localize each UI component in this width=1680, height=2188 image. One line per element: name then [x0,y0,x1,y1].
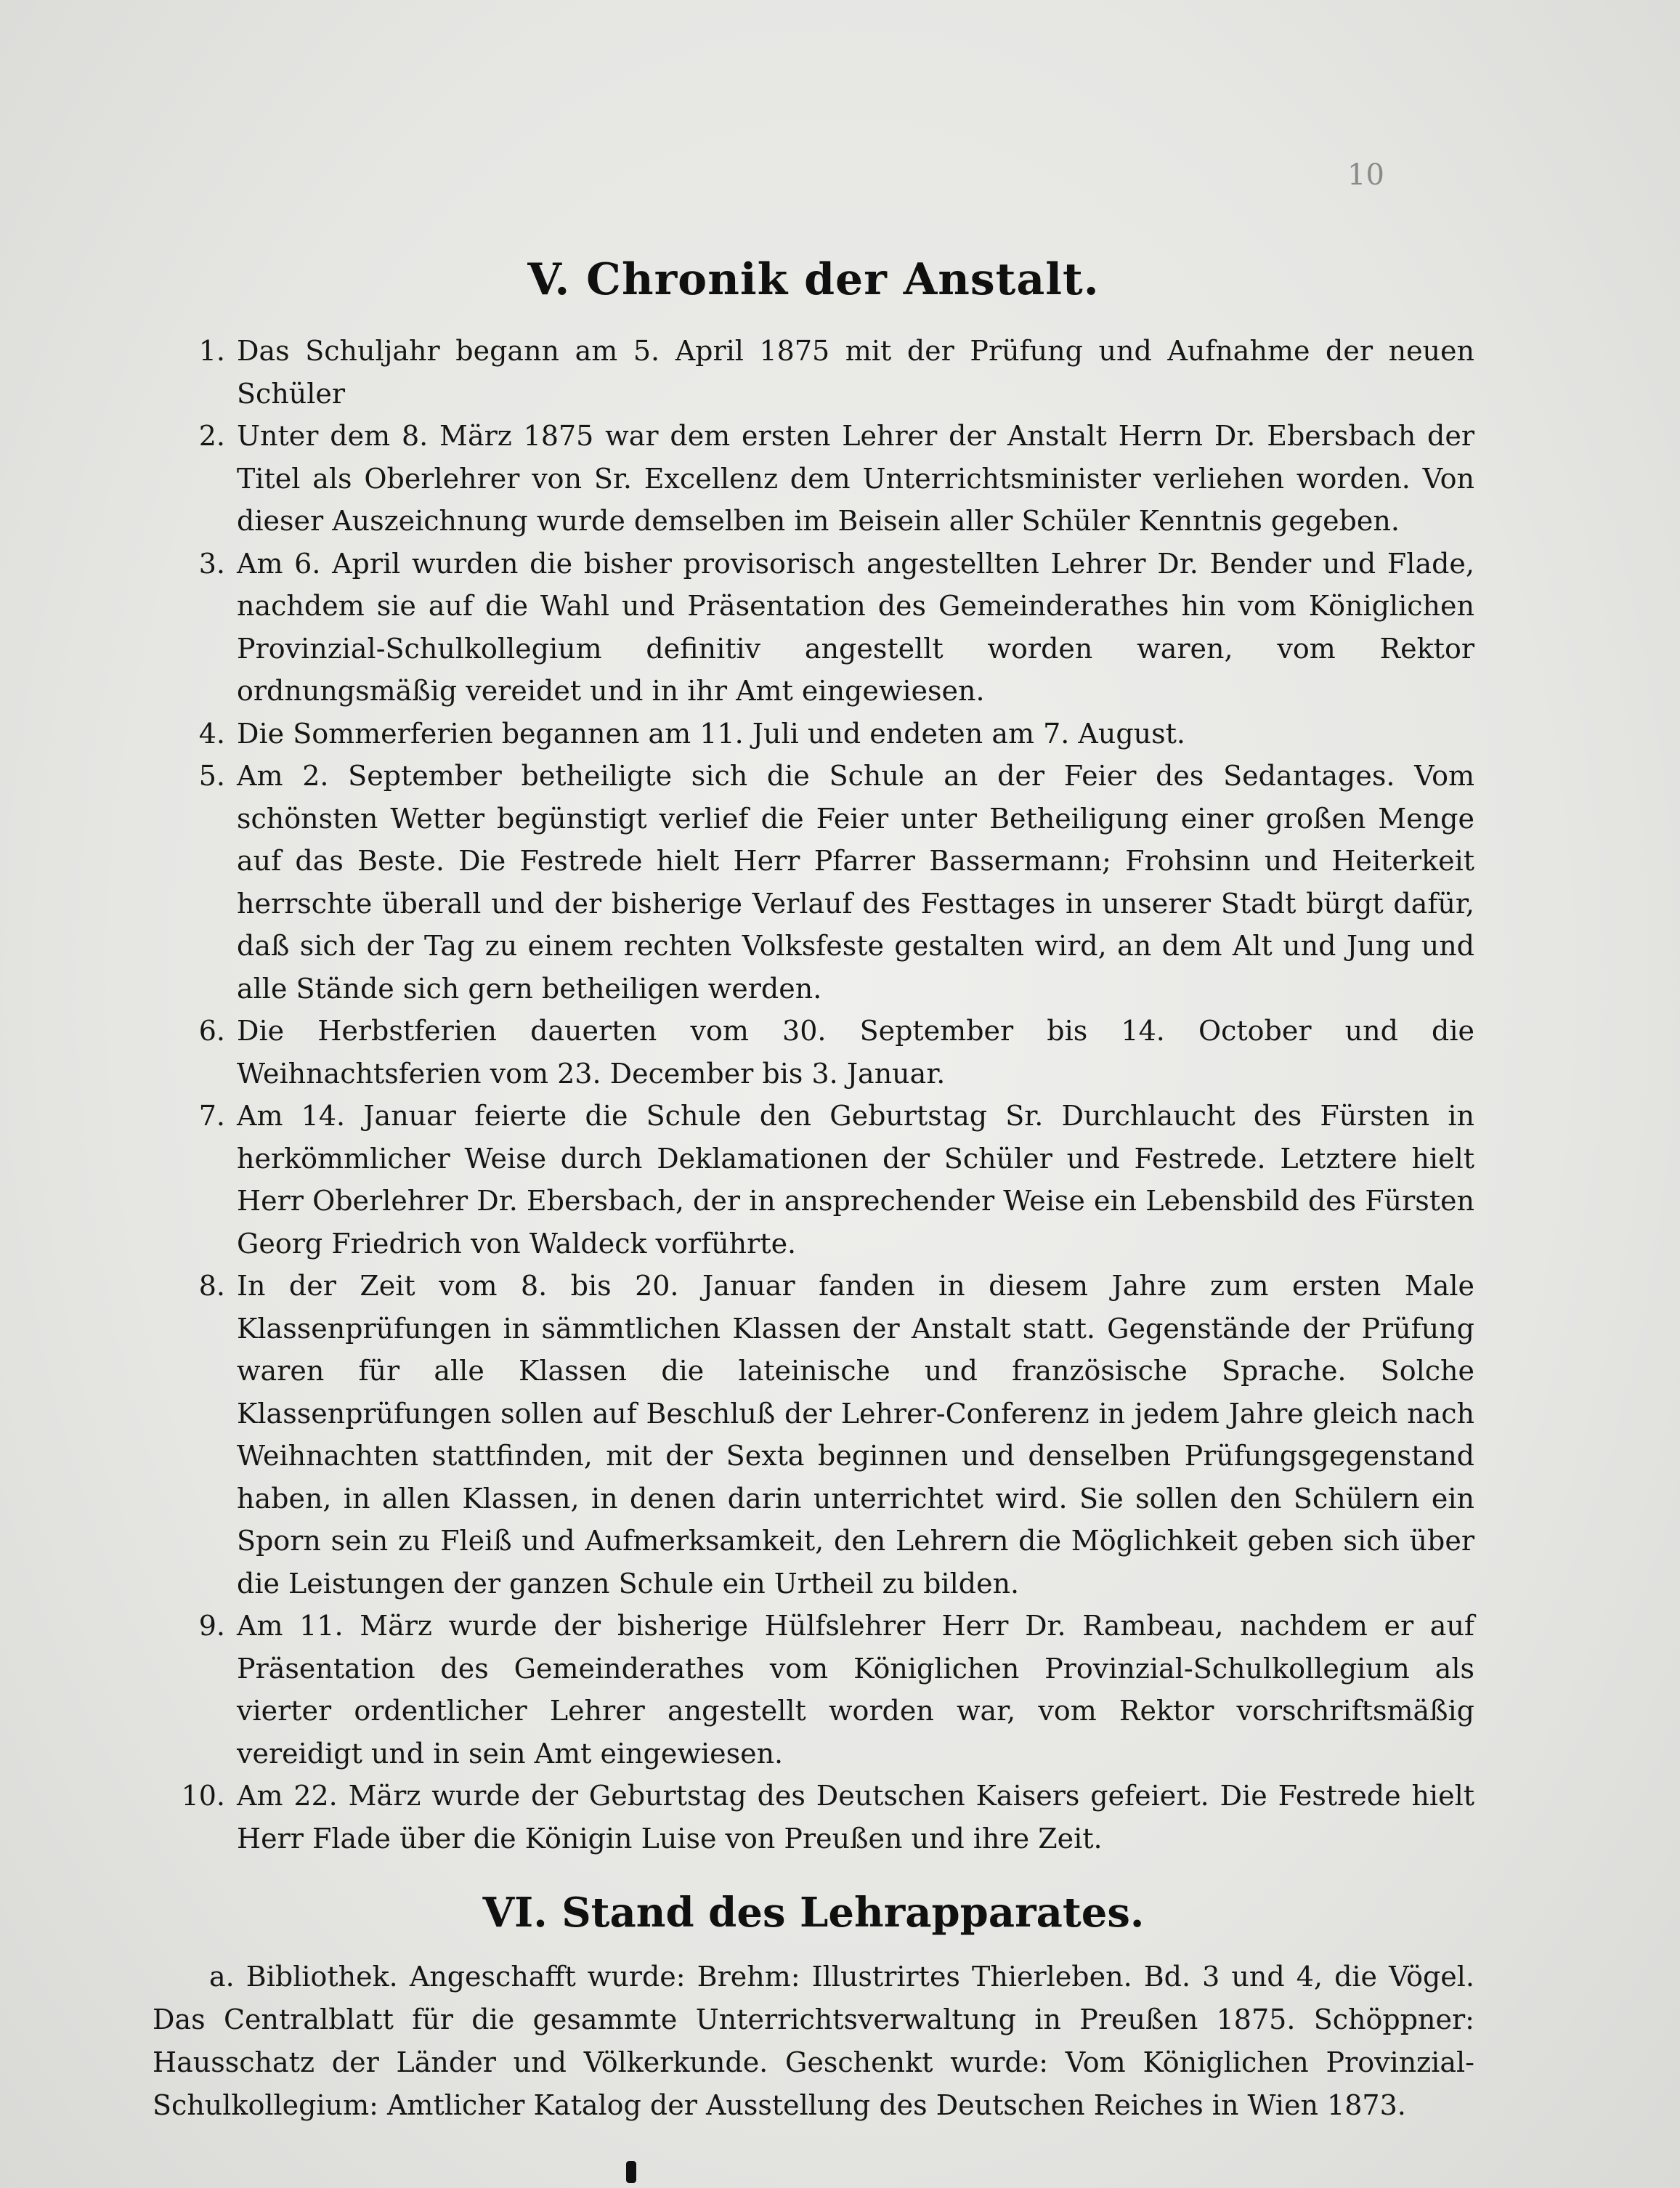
item-text: Unter dem 8. März 1875 war dem ersten Lehrer der Anstalt Herrn Dr. Ebersbach der Titel als Oberlehrer von Sr. Excellenz dem Unterrichtsminister verliehen worden. Von dieser Auszeichnung wurde demselben im Beisein aller Schüler Kenntnis gegeben. [237,420,1474,537]
list-item [153,1010,1474,1095]
chronik-list [153,330,1474,1860]
list-item [153,1605,1474,1775]
item-number: 3. [198,547,225,580]
item-text: In der Zeit vom 8. bis 20. Januar fanden in diesem Jahre zum ersten Male Klassenprüfungen in sämmtlichen Klassen der Anstalt statt. Gegenstände der Prüfung waren für alle Klassen die lateinische und französische Sprache. Solche Klassenprüfungen sollen auf Beschluß der Lehrer-Conferenz in jedem Jahre gleich nach Weihnachten stattfinden, mit der Sexta beginnen und denselben Prüfungsgegenstand haben, in allen Klassen, in denen darin unterrichtet wird. Sie sollen den Schülern ein Sporn sein zu Fleiß und Aufmerksamkeit, den Lehrern die Möglichkeit geben sich über die Leistungen der ganzen Schule ein Urtheil zu bilden. [237,1270,1474,1600]
item-number: 6. [198,1015,225,1047]
item-text: Die Sommerferien begannen am 11. Juli und endeten am 7. August. [237,717,1185,750]
item-number: 1. [198,335,225,367]
item-text: Die Herbstferien dauerten vom 30. September bis 14. October und die Weihnachtsferien vom 23. December bis 3. Januar. [237,1015,1474,1090]
item-number: 10. [181,1780,225,1812]
page-content [153,254,1474,2127]
item-text: Am 22. März wurde der Geburtstag des Deutschen Kaisers gefeiert. Die Festrede hielt Herr Flade über die Königin Luise von Preußen und ihre Zeit. [237,1780,1474,1855]
item-text: Am 14. Januar feierte die Schule den Geburtstag Sr. Durchlaucht des Fürsten in herkömmlicher Weise durch Deklamationen der Schüler und Festrede. Letztere hielt Herr Oberlehrer Dr. Ebersbach, der in ansprechender Weise ein Lebensbild des Fürsten Georg Friedrich von Waldeck vorführte. [237,1100,1474,1260]
item-number: 5. [198,760,225,792]
list-item [153,755,1474,1010]
section-title-lehrapparat: VI. Stand des Lehrapparates. [482,1889,1145,1937]
item-number: 8. [198,1270,225,1302]
section-title-chronik: V. Chronik der Anstalt. [527,254,1100,305]
list-item [153,713,1474,755]
item-number: 2. [198,420,225,452]
list-item [153,1775,1474,1860]
list-item [153,330,1474,415]
item-number: 9. [198,1610,225,1642]
list-item [153,1265,1474,1605]
page-number: 10 [1347,158,1384,192]
library-paragraph: a. Bibliothek. Angeschafft wurde: Brehm: Illustrirtes Thierleben. Bd. 3 und 4, die Vögel. Das Centralblatt für die gesammte Unterrichtsverwaltung in Preußen 1875. Schöppner: Hausschatz der Länder und Völkerkunde. Geschenkt wurde: Vom Königlichen Provinzial-Schulkollegium: Amtlicher Katalog der Ausstellung des Deutschen Reiches in Wien 1873. [153,1961,1474,2121]
item-number: 7. [198,1100,225,1132]
list-item [153,415,1474,543]
item-text: Am 2. September betheiligte sich die Schule an der Feier des Sedantages. Vom schönsten Wetter begünstigt verlief die Feier unter Betheiligung einer großen Menge auf das Beste. Die Festrede hielt Herr Pfarrer Bassermann; Frohsinn und Heiterkeit herrschte überall und der bisherige Verlauf des Festtages in unserer Stadt bürgt dafür, daß sich der Tag zu einem rechten Volksfeste gestalten wird, an dem Alt und Jung und alle Stände sich gern betheiligen werden. [237,760,1474,1005]
item-text: Am 6. April wurden die bisher provisorisch angestellten Lehrer Dr. Bender und Flade, nachdem sie auf die Wahl und Präsentation des Gemeinderathes hin vom Königlichen Provinzial-Schulkollegium definitiv angestellt worden waren, vom Rektor ordnungsmäßig vereidet und in ihr Amt eingewiesen. [237,547,1474,707]
item-text: Am 11. März wurde der bisherige Hülfslehrer Herr Dr. Rambeau, nachdem er auf Präsentation des Gemeinderathes vom Königlichen Provinzial-Schulkollegium als vierter ordentlicher Lehrer angestellt worden war, vom Rektor vorschriftsmäßig vereidigt und in sein Amt eingewiesen. [237,1610,1474,1770]
ink-mark [626,2161,636,2183]
item-text: Das Schuljahr begann am 5. April 1875 mit der Prüfung und Aufnahme der neuen Schüler [237,335,1474,410]
list-item [153,1095,1474,1265]
list-item [153,543,1474,713]
item-number: 4. [198,717,225,750]
